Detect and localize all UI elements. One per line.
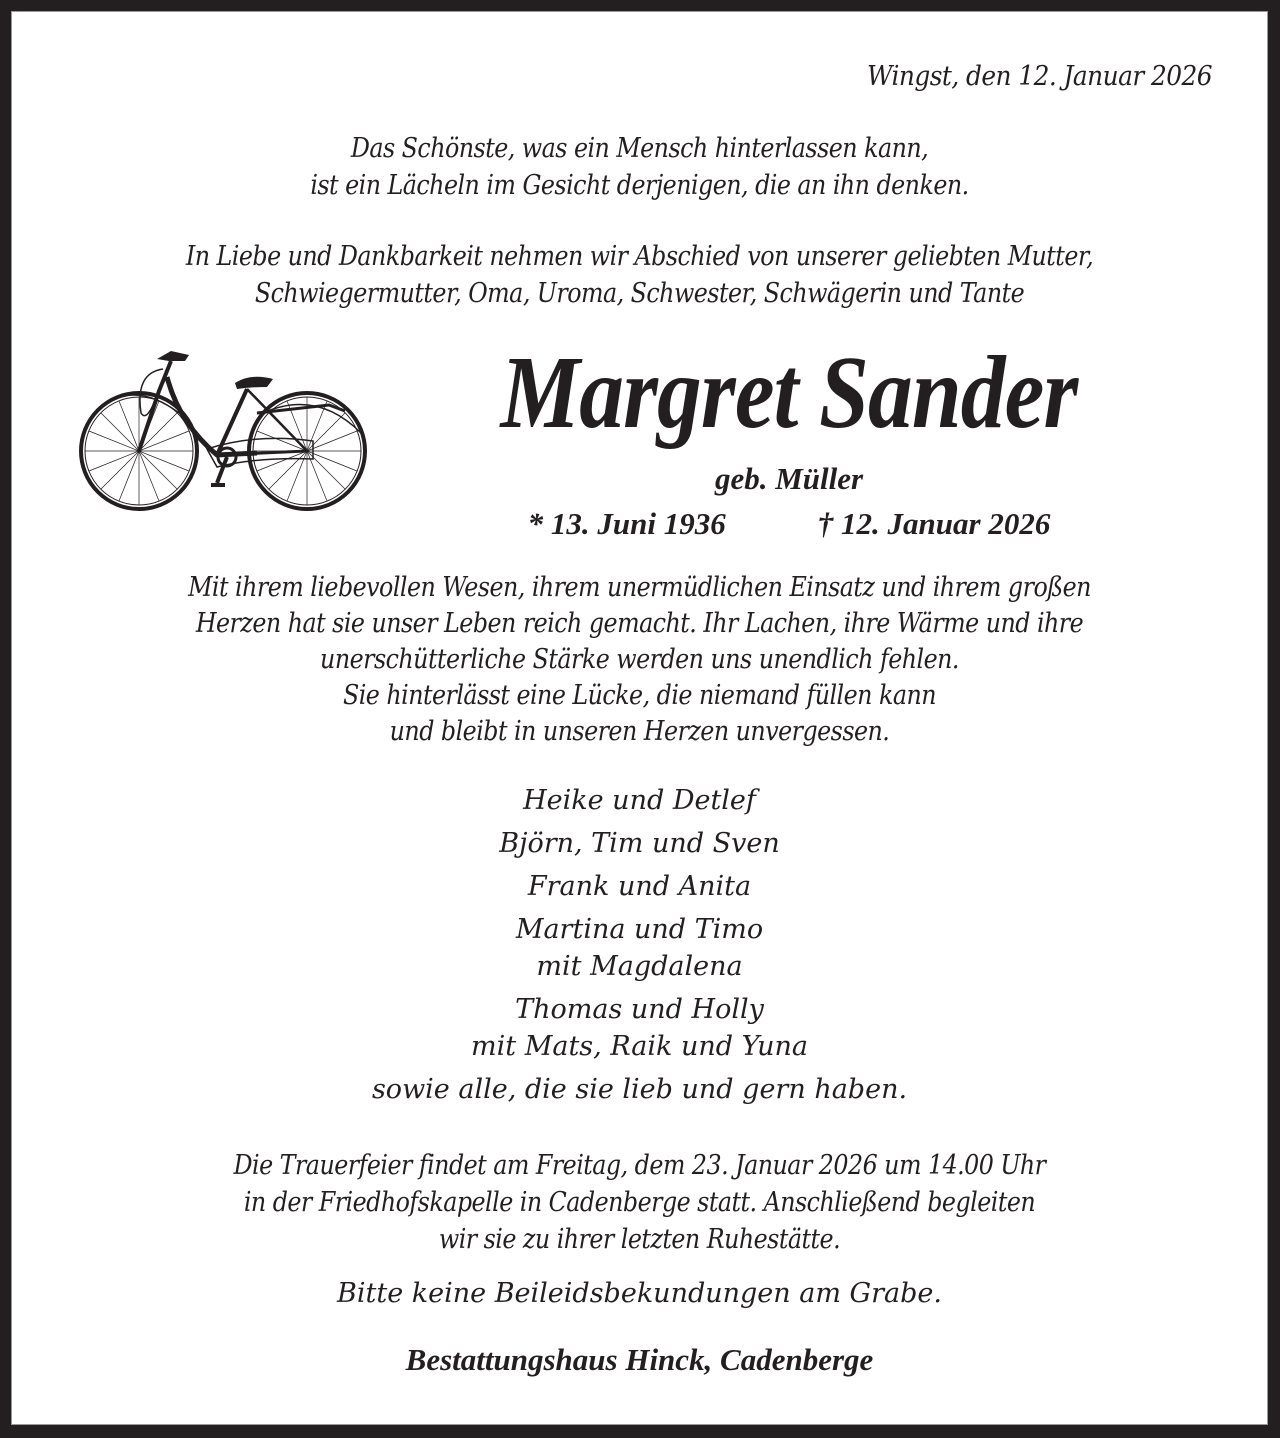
maiden-name: geb. Müller — [714, 461, 864, 496]
bicycle-icon — [67, 333, 367, 523]
tribute-line: unerschütterliche Stärke werden uns unendlich fehlen. — [320, 644, 959, 675]
mourner-line: mit Magdalena — [536, 951, 743, 982]
mourner-group — [11, 868, 1268, 905]
mourner-group — [11, 1071, 1268, 1108]
death-date: † 12. Januar 2026 — [817, 506, 1051, 541]
deceased-name: Margret Sander — [500, 335, 1078, 450]
birth-date: * 13. Juni 1936 — [527, 506, 726, 541]
service-line: wir sie zu ihrer letzten Ruhestätte. — [438, 1224, 841, 1255]
mourners-list — [11, 782, 1268, 1114]
mourner-line: mit Mats, Raik und Yuna — [471, 1031, 808, 1062]
mourner-line: Frank und Anita — [527, 871, 752, 902]
tribute-line: Herzen hat sie unser Leben reich gemacht. Ihr Lachen, ihre Wärme und ihre — [195, 608, 1084, 639]
intro-line: In Liebe und Dankbarkeit nehmen wir Abschied von unserer geliebten Mutter, — [185, 241, 1094, 272]
mourner-group — [11, 825, 1268, 862]
mourner-group — [11, 991, 1268, 1065]
condolence-request — [11, 1275, 1268, 1312]
intro-line: Schwiegermutter, Oma, Uroma, Schwester, Schwägerin und Tante — [254, 278, 1025, 309]
service-line: in der Friedhofskapelle in Cadenberge statt. Anschließend begleiten — [243, 1187, 1036, 1218]
mourner-group — [11, 911, 1268, 985]
mourner-line: sowie alle, die sie lieb und gern haben. — [371, 1074, 908, 1105]
mourner-group — [11, 782, 1268, 819]
mourner-line: Thomas und Holly — [515, 994, 764, 1025]
quote-line: Das Schönste, was ein Mensch hinterlassen kann, — [350, 133, 929, 164]
intro-text — [11, 238, 1268, 312]
funeral-home: Bestattungshaus Hinck, Cadenberge — [405, 1342, 874, 1377]
obituary-notice — [11, 11, 1268, 1425]
request-line: Bitte keine Beileidsbekundungen am Grabe. — [337, 1278, 942, 1309]
mourner-line: Martina und Timo — [515, 914, 764, 945]
service-line: Die Trauerfeier findet am Freitag, dem 23. Januar 2026 um 14.00 Uhr — [233, 1150, 1046, 1181]
mourner-line: Björn, Tim und Sven — [499, 828, 780, 859]
place-date: Wingst, den 12. Januar 2026 — [866, 61, 1212, 92]
tribute-line: und bleibt in unseren Herzen unvergessen. — [389, 716, 890, 747]
tribute-text — [11, 570, 1268, 750]
quote-line: ist ein Lächeln im Gesicht derjenigen, die an ihn denken. — [310, 170, 969, 201]
opening-quote — [11, 130, 1268, 204]
service-details — [11, 1147, 1268, 1258]
life-dates — [389, 502, 1189, 546]
mourner-line: Heike und Detlef — [523, 785, 756, 816]
tribute-line: Mit ihrem liebevollen Wesen, ihrem unermüdlichen Einsatz und ihrem großen — [188, 572, 1091, 603]
tribute-line: Sie hinterlässt eine Lücke, die niemand füllen kann — [342, 680, 937, 711]
